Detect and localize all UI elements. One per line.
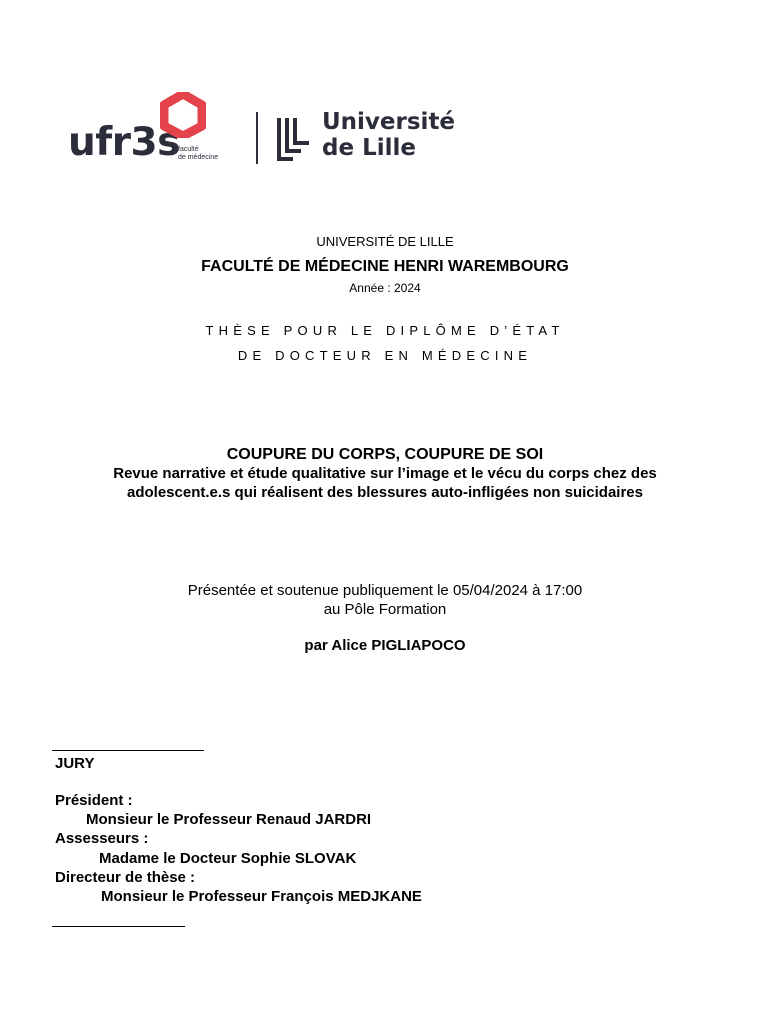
jury-bottom-rule bbox=[52, 926, 185, 927]
assessor-name: Madame le Docteur Sophie SLOVAK bbox=[99, 850, 357, 867]
defense-date: Présentée et soutenue publiquement le 05/04/2024 à 17:00 bbox=[187, 582, 583, 599]
director-name: Monsieur le Professeur François MEDJKANE bbox=[101, 888, 422, 905]
ufr3s-subtitle-line2: de médecine bbox=[178, 154, 219, 161]
jury-heading: JURY bbox=[55, 755, 95, 772]
ufr3s-subtitle-line1: faculté bbox=[178, 146, 199, 153]
universite-de-lille-mark-icon bbox=[276, 116, 316, 162]
ufr3s-hexagon-logo-icon bbox=[160, 92, 206, 138]
universite-de-lille-wordmark bbox=[322, 109, 455, 161]
assessors-label: Assesseurs : bbox=[55, 830, 149, 847]
thesis-title: COUPURE DU CORPS, COUPURE DE SOI bbox=[226, 446, 544, 463]
thesis-subtitle-line2: adolescent.e.s qui réalisent des blessures auto-infligées non suicidaires bbox=[126, 484, 643, 501]
president-label: Président : bbox=[55, 792, 133, 809]
academic-year: Année : 2024 bbox=[349, 281, 421, 295]
ufr3s-subtitle bbox=[178, 146, 218, 162]
defense-location: au Pôle Formation bbox=[323, 601, 447, 618]
university-name-line2: de Lille bbox=[322, 135, 416, 161]
author: par Alice PIGLIAPOCO bbox=[304, 637, 466, 654]
logo-divider bbox=[256, 112, 258, 164]
university-name: UNIVERSITÉ DE LILLE bbox=[316, 234, 454, 249]
thesis-subtitle-line1: Revue narrative et étude qualitative sur l’image et le vécu du corps chez des bbox=[113, 465, 657, 482]
president-name: Monsieur le Professeur Renaud JARDRI bbox=[86, 811, 372, 828]
university-name-line1: Université bbox=[322, 109, 456, 135]
ufr3s-wordmark: ufr3s bbox=[68, 120, 180, 165]
faculty-name: FACULTÉ DE MÉDECINE HENRI WAREMBOURG bbox=[201, 258, 569, 275]
director-label: Directeur de thèse : bbox=[55, 869, 196, 886]
jury-top-rule bbox=[52, 750, 204, 751]
thesis-type-line2: DE DOCTEUR EN MÉDECINE bbox=[237, 348, 533, 363]
thesis-type-line1: THÈSE POUR LE DIPLÔME D’ÉTAT bbox=[205, 323, 565, 338]
